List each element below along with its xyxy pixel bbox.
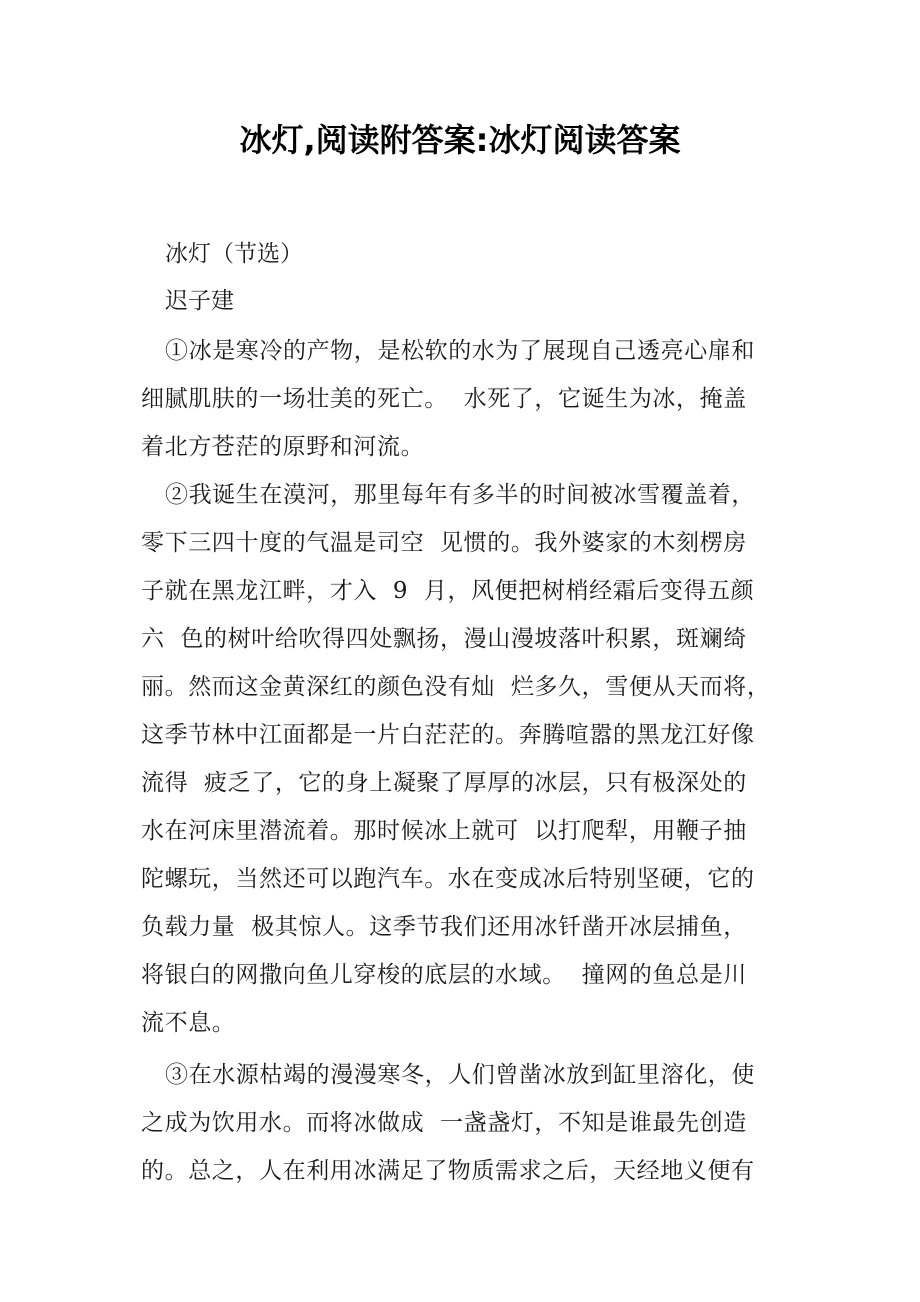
article-subtitle: 冰灯（节选） xyxy=(165,241,303,267)
paragraph-line: 流不息。 xyxy=(141,1010,236,1036)
paragraph-line: 子就在黑龙江畔，才入 9 月，风便把树梢经霜后变得五颜 xyxy=(141,578,755,604)
paragraph-line: 之成为饮用水。而将冰做成 一盏盏灯，不知是谁最先创造 xyxy=(141,1110,747,1136)
paragraph-line: 这季节林中江面都是一片白茫茫的。奔腾喧嚣的黑龙江好像 xyxy=(141,722,755,748)
paragraph-2 xyxy=(141,471,791,1047)
paragraph-3 xyxy=(141,1051,791,1195)
paragraph-1 xyxy=(141,327,791,471)
paragraph-line: 陀螺玩，当然还可以跑汽车。水在变成冰后特别坚硬，它的 xyxy=(141,866,755,892)
paragraph-line: 六 色的树叶给吹得四处飘扬，漫山漫坡落叶积累，斑斓绮 xyxy=(141,626,747,652)
paragraph-line: 负载力量 极其惊人。这季节我们还用冰钎凿开冰层捕鱼， xyxy=(141,914,747,940)
paragraph-line: 着北方苍茫的原野和河流。 xyxy=(141,434,425,460)
paragraph-line: ①冰是寒冷的产物，是松软的水为了展现自己透亮心扉和 xyxy=(165,338,755,364)
paragraph-line: 流得 疲乏了，它的身上凝聚了厚厚的冰层，只有极深处的 xyxy=(141,770,747,796)
paragraph-line: 的。总之，人在利用冰满足了物质需求之后，天经地义便有 xyxy=(141,1158,755,1184)
paragraph-line: ③在水源枯竭的漫漫寒冬，人们曾凿冰放到缸里溶化，使 xyxy=(165,1062,755,1088)
paragraph-line: 水在河床里潜流着。那时候冰上就可 以打爬犁，用鞭子抽 xyxy=(141,818,747,844)
paragraph-line: 将银白的网撒向鱼儿穿梭的底层的水域。 撞网的鱼总是川 xyxy=(141,962,747,988)
paragraph-line: 丽。然而这金黄深红的颜色没有灿 烂多久，雪便从天而将， xyxy=(141,674,771,700)
document-title: 冰灯,阅读附答案:冰灯阅读答案 xyxy=(239,121,681,159)
paragraph-line: 零下三四十度的气温是司空 见惯的。我外婆家的木刻楞房 xyxy=(141,530,747,556)
paragraph-line: 细腻肌肤的一场壮美的死亡。 水死了，它诞生为冰，掩盖 xyxy=(141,386,747,412)
article-author: 迟子建 xyxy=(165,288,234,314)
paragraph-line: ②我诞生在漠河，那里每年有多半的时间被冰雪覆盖着， xyxy=(165,482,755,508)
